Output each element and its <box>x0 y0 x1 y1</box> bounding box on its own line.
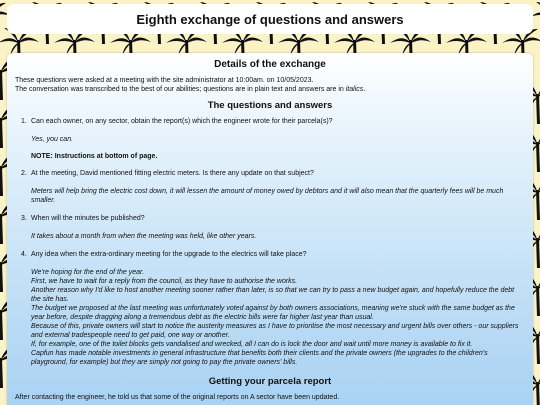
answer-line: If, for example, one of the toilet blocks gets vandalised and wrecked, all I can do is lock the door and wait until more money is available to fix it. <box>31 341 473 348</box>
intro-period: . <box>363 86 366 93</box>
question-2 <box>21 169 525 178</box>
question-4 <box>21 250 525 259</box>
report-heading: Getting your parcela report <box>208 376 332 387</box>
intro-line-1: These questions were asked at a meeting with the site administrator at 10:00am. on 10/05/2023. <box>15 77 314 84</box>
question-text: When will the minutes be published? <box>31 215 145 222</box>
answer-line: The budget we proposed at the last meeting was unfortunately voted against by both owners associations, meaning we're stuck with the same budget as the year before, despite dragging along a tremendous debt as the electric bills were far higher last year than usual. <box>31 305 515 321</box>
question-number: 1. <box>21 118 27 125</box>
answer-2: Meters will help bring the electric cost down, it will lessen the amount of money owed by debtors and it will also mean that the quarterly fees will be much smaller. <box>31 188 504 204</box>
answer-1: Yes, you can. <box>31 136 74 143</box>
answer-4 <box>31 268 523 367</box>
question-text: Any idea when the extra-ordinary meeting for the upgrade to the electrics will take place? <box>31 251 307 258</box>
answer-line: First, we have to wait for a reply from the council, as they have to authorise the works. <box>31 278 298 285</box>
question-text: At the meeting, David mentioned fitting electric meters. Is there any update on that subject? <box>31 170 314 177</box>
question-number: 4. <box>21 251 27 258</box>
answer-line: We're hoping for the end of the year. <box>31 269 145 276</box>
intro-italic-word: italics <box>345 86 364 93</box>
intro-text: The conversation was transcribed to the best of our abilities; questions are in plain text and answers are in <box>15 86 346 93</box>
answer-line: Capfun has made notable investments in general infrastructure that benefits both their clients and the private owners (the upgrades to the children's playground, for example) but they are simply not going to pay the private owners' bills. <box>31 350 488 366</box>
intro-line-2 <box>15 85 533 94</box>
answer-line: Another reason why I'd like to host another meeting sooner rather than later, is so that we can try to pass a new budget again, and hopefully reduce the debt the site has. <box>31 287 515 303</box>
answer-3: It takes about a month from when the meeting was held, like other years. <box>31 233 257 240</box>
question-3 <box>21 214 525 223</box>
details-heading: Details of the exchange <box>214 59 326 70</box>
page-title: Eighth exchange of questions and answers <box>7 4 533 34</box>
details-intro <box>15 76 533 94</box>
question-1 <box>21 117 525 126</box>
report-text: After contacting the engineer, he told us that some of the original reports on A sector have been updated. <box>15 394 340 401</box>
question-number: 3. <box>21 215 27 222</box>
main-panel <box>7 53 533 405</box>
question-text: Can each owner, on any sector, obtain the report(s) which the engineer wrote for their parcela(s)? <box>31 118 333 125</box>
question-number: 2. <box>21 170 27 177</box>
qa-heading: The questions and answers <box>207 100 333 111</box>
note-1: NOTE: Instructions at bottom of page. <box>31 153 158 160</box>
answer-line: Because of this, private owners will start to notice the austerity measures as I have to prioritise the most necessary and urgent bills over others - our suppliers and external tradespeople need to get paid, one way or another. <box>31 323 519 339</box>
